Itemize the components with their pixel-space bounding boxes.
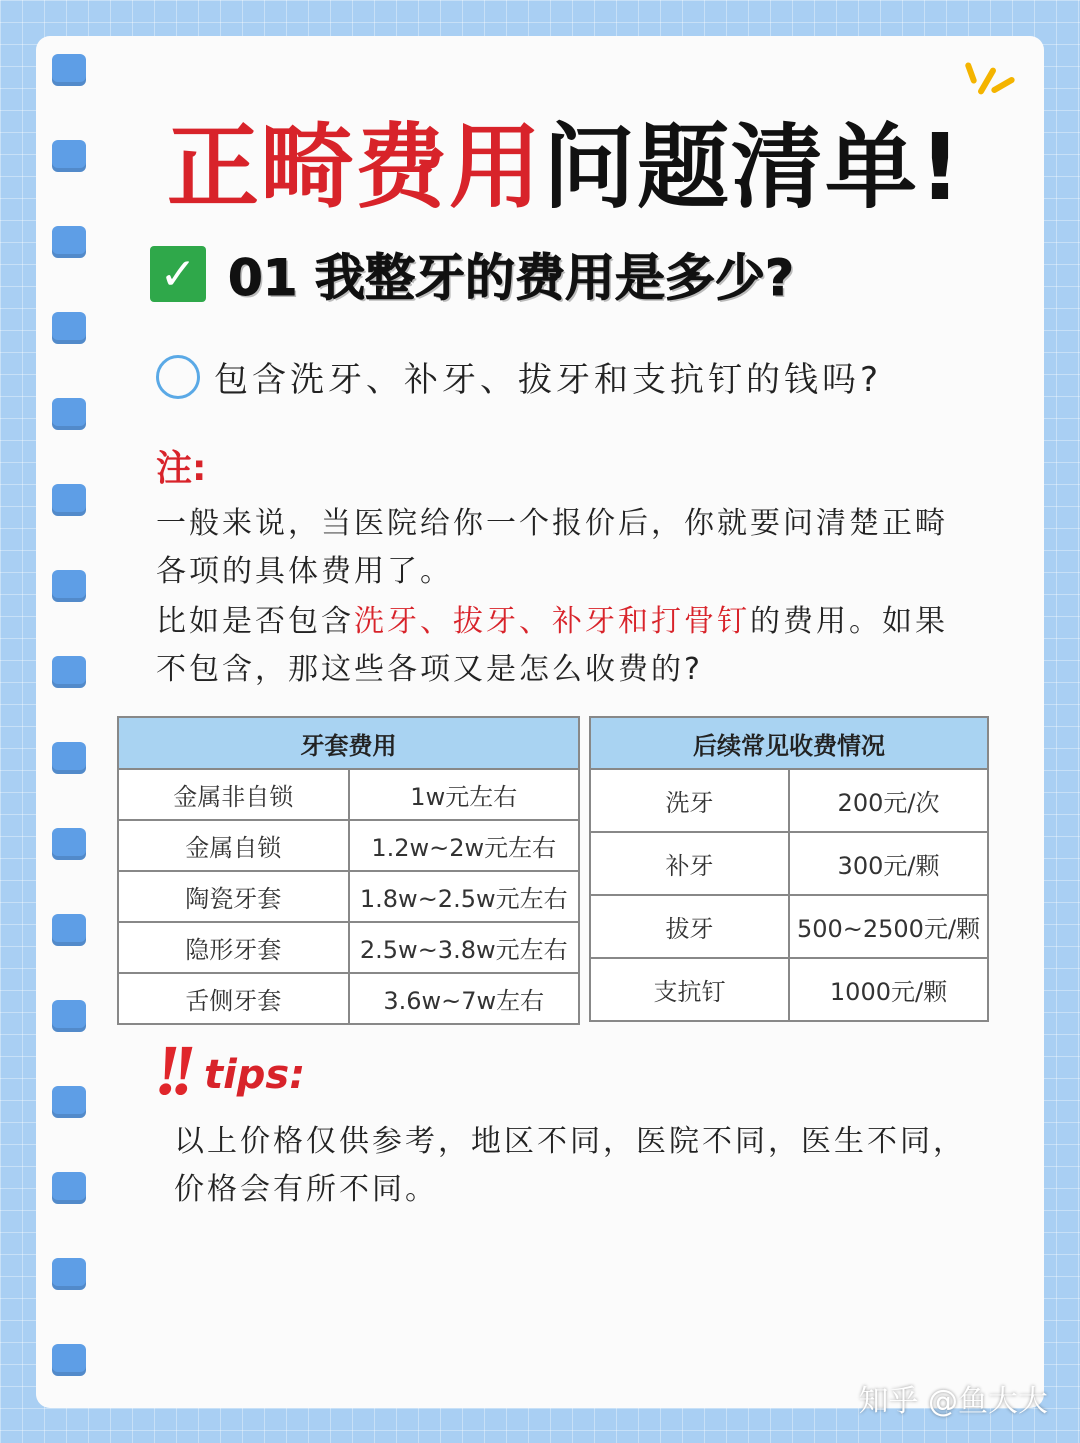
circle-bullet-icon bbox=[156, 355, 200, 399]
binder-ring bbox=[52, 398, 86, 430]
table-cell: 支抗钉 bbox=[590, 958, 789, 1021]
table-cell: 1.8w~2.5w元左右 bbox=[349, 871, 580, 922]
table-cell: 500~2500元/颗 bbox=[789, 895, 988, 958]
table-row bbox=[118, 922, 579, 973]
table-cell: 300元/颗 bbox=[789, 832, 988, 895]
table-cell: 洗牙 bbox=[590, 769, 789, 832]
table-row bbox=[118, 973, 579, 1024]
binder-ring bbox=[52, 828, 86, 860]
watermark: 知乎 @鱼大大 bbox=[858, 1384, 1048, 1419]
table-row bbox=[590, 769, 988, 832]
table-cell: 200元/次 bbox=[789, 769, 988, 832]
tips-label: tips: bbox=[203, 1052, 306, 1098]
followup-cost-table bbox=[589, 716, 989, 1022]
binder-ring bbox=[52, 1172, 86, 1204]
binder-ring bbox=[52, 312, 86, 344]
table-row bbox=[590, 958, 988, 1021]
table-cell: 舌侧牙套 bbox=[118, 973, 349, 1024]
binder-ring bbox=[52, 570, 86, 602]
table-cell: 隐形牙套 bbox=[118, 922, 349, 973]
question-text: 01 我整牙的费用是多少? bbox=[228, 249, 794, 307]
tips-heading bbox=[150, 1030, 306, 1110]
binder-ring bbox=[52, 656, 86, 688]
table-cell: 3.6w~7w左右 bbox=[349, 973, 580, 1024]
table-cell: 金属自锁 bbox=[118, 820, 349, 871]
question-heading bbox=[150, 238, 794, 310]
table-cell: 陶瓷牙套 bbox=[118, 871, 349, 922]
binder-ring bbox=[52, 1258, 86, 1290]
note-label: 注: bbox=[156, 448, 207, 489]
title-black-part: 问题清单! bbox=[543, 114, 963, 221]
brace-cost-table bbox=[117, 716, 580, 1025]
binder-ring bbox=[52, 742, 86, 774]
binder-ring bbox=[52, 914, 86, 946]
para2-prefix: 比如是否包含 bbox=[156, 604, 354, 639]
table-header: 牙套费用 bbox=[118, 717, 579, 769]
table-cell: 1.2w~2w元左右 bbox=[349, 820, 580, 871]
tips-text: 以上价格仅供参考，地区不同，医院不同，医生不同，价格会有所不同。 bbox=[174, 1124, 966, 1207]
binder-ring bbox=[52, 1344, 86, 1376]
binder-ring bbox=[52, 1086, 86, 1118]
sub-question-text: 包含洗牙、补牙、拔牙和支抗钉的钱吗? bbox=[214, 360, 883, 400]
binder-ring bbox=[52, 1000, 86, 1032]
table-row bbox=[590, 895, 988, 958]
note-paragraph-2 bbox=[156, 598, 956, 694]
page-title bbox=[0, 94, 1080, 226]
sub-question bbox=[156, 352, 882, 401]
double-exclamation-icon: !! bbox=[150, 1030, 194, 1110]
table-cell: 拔牙 bbox=[590, 895, 789, 958]
binder-ring bbox=[52, 226, 86, 258]
binder-ring bbox=[52, 54, 86, 86]
table-header: 后续常见收费情况 bbox=[590, 717, 988, 769]
note-paragraph-1: 一般来说，当医院给你一个报价后，你就要问清楚正畸各项的具体费用了。 bbox=[156, 506, 948, 589]
table-row bbox=[118, 820, 579, 871]
table-cell: 1w元左右 bbox=[349, 769, 580, 820]
table-row bbox=[118, 871, 579, 922]
binder-ring bbox=[52, 484, 86, 516]
table-cell: 金属非自锁 bbox=[118, 769, 349, 820]
checkbox-checked-icon: ✓ bbox=[150, 246, 206, 302]
table-cell: 2.5w~3.8w元左右 bbox=[349, 922, 580, 973]
title-red-part: 正畸费用 bbox=[167, 114, 544, 221]
table-row bbox=[118, 769, 579, 820]
table-cell: 1000元/颗 bbox=[789, 958, 988, 1021]
para2-highlight: 洗牙、拔牙、补牙和打骨钉 bbox=[354, 604, 750, 639]
table-cell: 补牙 bbox=[590, 832, 789, 895]
para2-suffix: 的费用。如果不包含，那这些各项又是怎么收费的? bbox=[156, 604, 948, 687]
table-row bbox=[590, 832, 988, 895]
